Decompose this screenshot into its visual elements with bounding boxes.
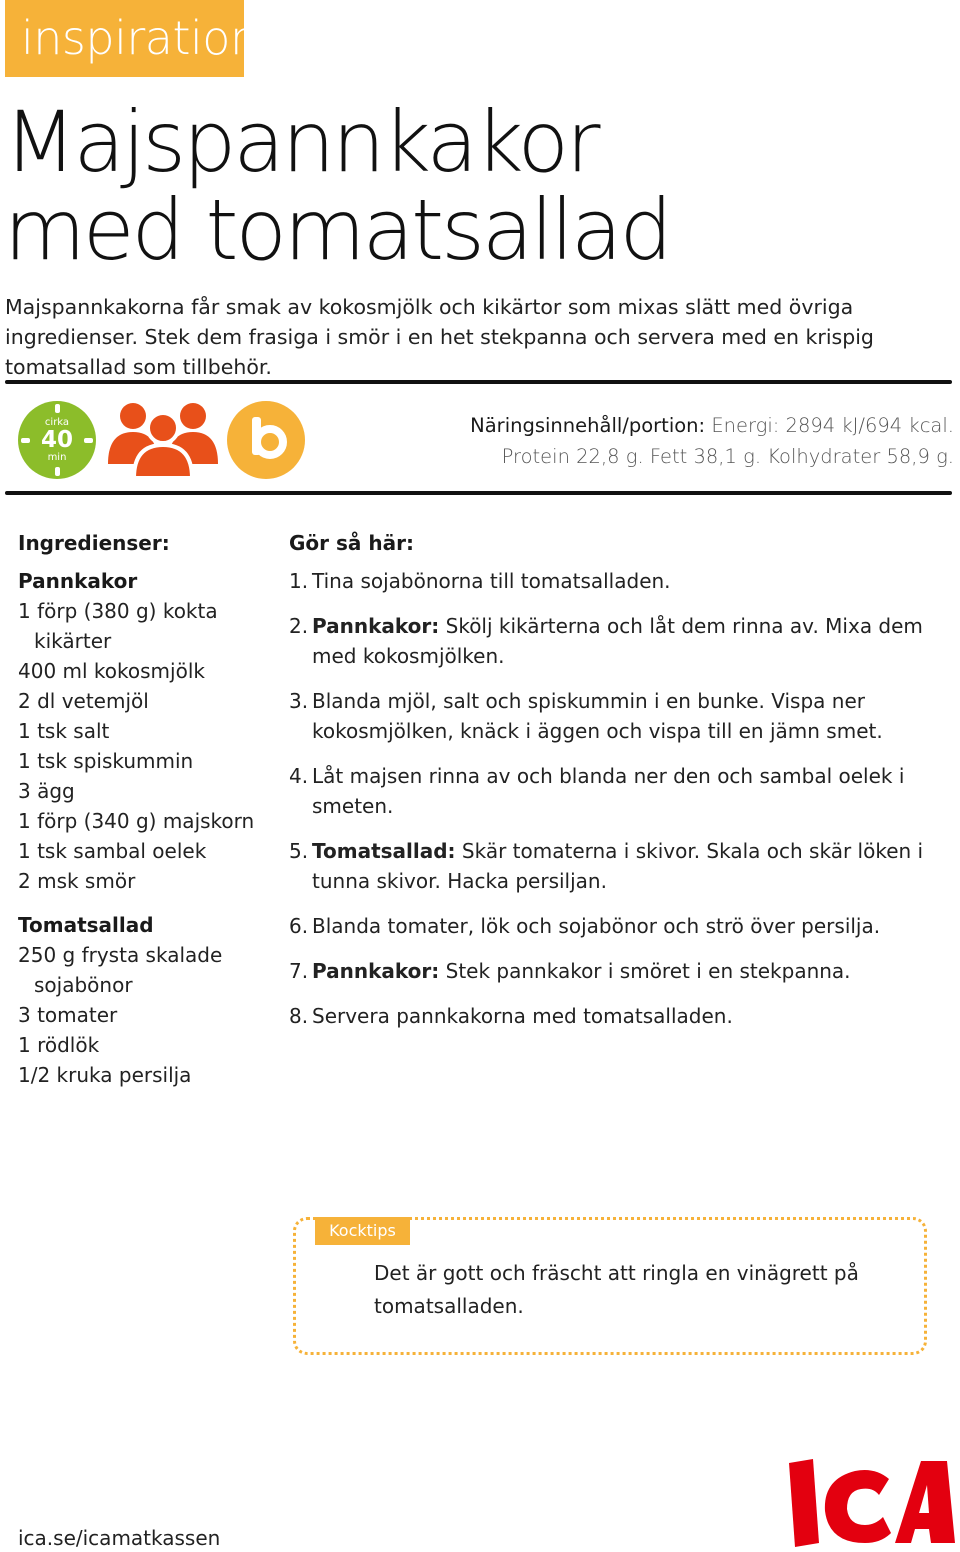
nutrition-info: [454, 410, 954, 472]
ingredient-item: 1 tsk salt: [18, 719, 110, 743]
step-text: Tina sojabönorna till tomatsalladen.: [312, 569, 671, 593]
divider-top: [5, 380, 952, 384]
ingredient-group-pannkakor: [18, 566, 278, 896]
step-number: 8.: [289, 1004, 309, 1028]
category-tag: inspiration: [5, 0, 244, 77]
ingredient-item: 1 tsk spiskummin: [18, 749, 194, 773]
ingredient-item: 1 förp (380 g) kokta kikärter: [18, 599, 218, 653]
ingredient-item: 3 tomater: [18, 1003, 118, 1027]
footer-link[interactable]: ica.se/icamatkassen: [18, 1526, 221, 1550]
step-text: Servera pannkakorna med tomatsalladen.: [312, 1004, 733, 1028]
step-item: [289, 1001, 929, 1031]
step-bold: Pannkakor:: [312, 614, 440, 638]
step-number: 7.: [289, 959, 309, 983]
people-icon: [104, 398, 222, 478]
step-item: [289, 761, 929, 821]
step-number: 3.: [289, 689, 309, 713]
ingredient-item: 1 rödlök: [18, 1033, 100, 1057]
ingredient-item: 1/2 kruka persilja: [18, 1063, 192, 1087]
step-item: [289, 956, 929, 986]
step-number: 4.: [289, 764, 309, 788]
tip-label: Kocktips: [315, 1217, 410, 1245]
nutrition-label: Näringsinnehåll/portion:: [470, 414, 706, 437]
ica-logo: [789, 1459, 955, 1547]
steps-heading: Gör så här:: [289, 531, 414, 555]
step-item: [289, 836, 929, 896]
ingredient-item: 3 ägg: [18, 779, 75, 803]
time-prefix: cirka: [44, 417, 70, 428]
ingredients-heading: Ingredienser:: [18, 531, 170, 555]
step-item: [289, 566, 929, 596]
step-bold: Tomatsallad:: [312, 839, 456, 863]
ingredient-item: 2 msk smör: [18, 869, 136, 893]
step-number: 6.: [289, 914, 309, 938]
recipe-intro: Majspannkakorna får smak av kokosmjölk och kikärtor som mixas slätt med övriga ingredienser. Stek dem frasiga i smör i en het stekpanna och servera med en krispig tomatsallad som tillbehör.: [5, 295, 874, 379]
ingredient-group-title: Pannkakor: [18, 569, 138, 593]
step-item: [289, 686, 929, 746]
time-value: 40: [40, 427, 73, 453]
step-item: [289, 611, 929, 671]
step-text: Skölj kikärterna och låt dem rinna av. Mixa dem med kokosmjölken.: [312, 614, 923, 668]
step-number: 2.: [289, 614, 309, 638]
ingredient-item: 1 förp (340 g) majskorn: [18, 809, 255, 833]
divider-bottom: [5, 491, 952, 495]
step-number: 1.: [289, 569, 309, 593]
step-number: 5.: [289, 839, 309, 863]
ingredient-group-title: Tomatsallad: [18, 913, 154, 937]
step-text: Blanda tomater, lök och sojabönor och strö över persilja.: [312, 914, 881, 938]
ingredient-item: 250 g frysta skalade sojabönor: [18, 943, 223, 997]
step-bold: Pannkakor:: [312, 959, 440, 983]
budget-icon: [227, 401, 305, 479]
ingredient-item: 400 ml kokosmjölk: [18, 659, 205, 683]
ingredient-group-tomatsallad: [18, 910, 278, 1090]
nutrition-energy: Energi: 2894 kJ/694 kcal.: [711, 414, 954, 437]
clock-icon: [18, 401, 96, 479]
step-text: Blanda mjöl, salt och spiskummin i en bunke. Vispa ner kokosmjölken, knäck i äggen och vispa till en jämn smet.: [312, 689, 883, 743]
tip-text: Det är gott och fräscht att ringla en vinägrett på tomatsalladen.: [374, 1261, 859, 1318]
step-text: Stek pannkakor i smöret i en stekpanna.: [439, 959, 851, 983]
recipe-title: Majspannkakor med tomatsallad: [4, 93, 670, 279]
step-text: Skär tomaterna i skivor. Skala och skär löken i tunna skivor. Hacka persiljan.: [312, 839, 924, 893]
step-text: Låt majsen rinna av och blanda ner den och sambal oelek i smeten.: [312, 764, 905, 818]
step-item: [289, 911, 929, 941]
nutrition-macros: Protein 22,8 g. Fett 38,1 g. Kolhydrater 58,9 g.: [501, 445, 954, 468]
steps-section: [289, 528, 929, 1046]
time-unit: min: [47, 452, 67, 463]
ingredient-item: 1 tsk sambal oelek: [18, 839, 207, 863]
ingredients-section: [18, 528, 278, 1104]
ingredient-item: 2 dl vetemjöl: [18, 689, 149, 713]
